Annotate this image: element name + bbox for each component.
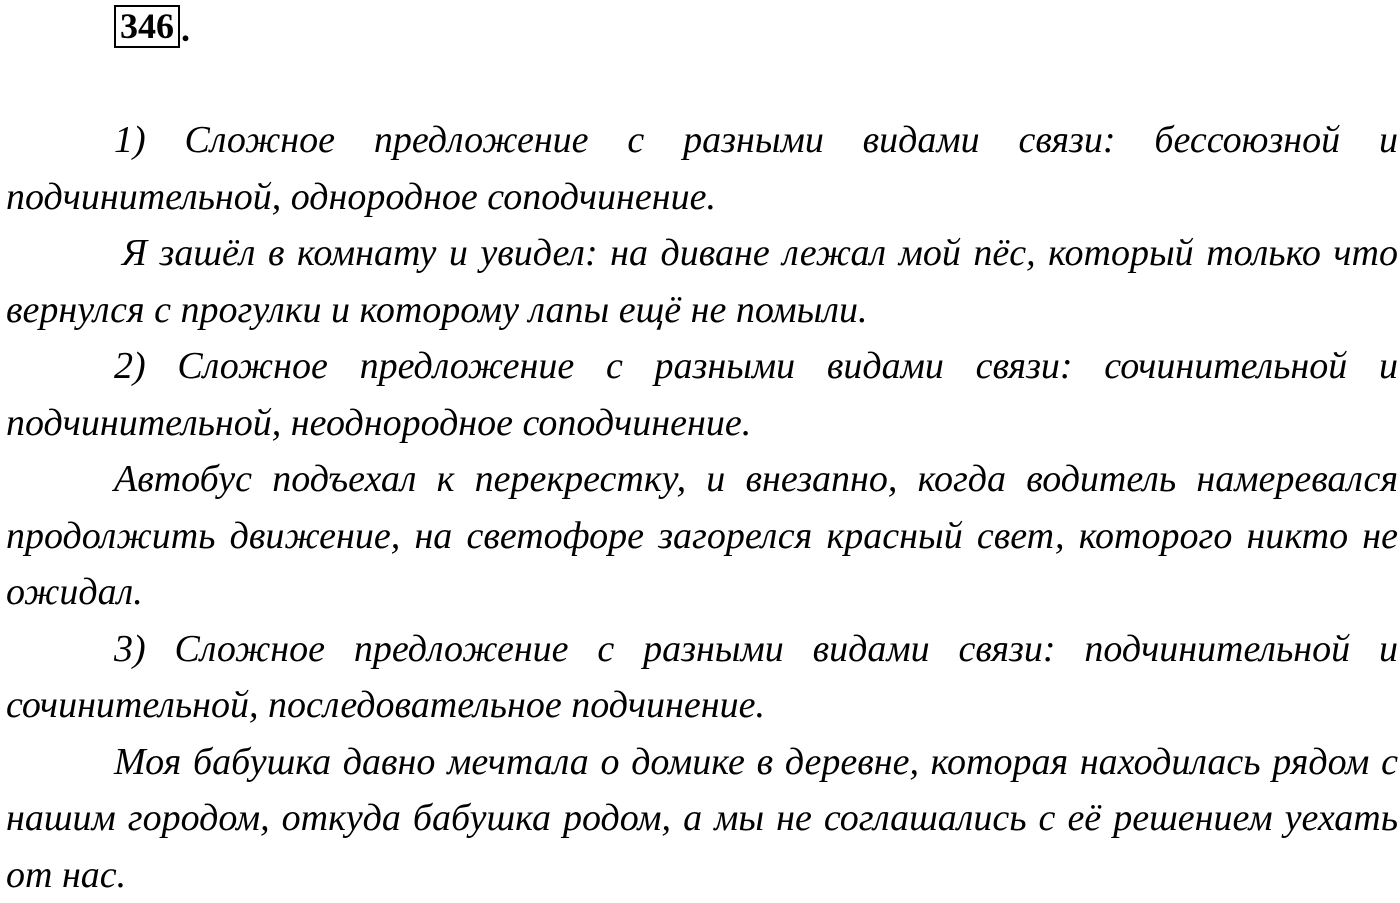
task-number <box>114 8 190 48</box>
item-2-description: 2) Сложное предложение с разными видами связи: сочинительной и подчинительной, неоднородное соподчинение. <box>6 338 1398 451</box>
item-1-example: Я зашёл в комнату и увидел: на диване лежал мой пёс, который только что вернулся с прогулки и которому лапы ещё не помыли. <box>6 225 1398 338</box>
item-1-description: 1) Сложное предложение с разными видами связи: бессоюзной и подчинительной, однородное соподчинение. <box>6 112 1398 225</box>
task-number-box: 346 <box>114 5 180 48</box>
item-2-example: Автобус подъехал к перекрестку, и внезапно, когда водитель намеревался продолжить движение, на светофоре загорелся красный свет, которого никто не ожидал. <box>6 451 1398 621</box>
item-3-description: 3) Сложное предложение с разными видами связи: подчинительной и сочинительной, последовательное подчинение. <box>6 621 1398 734</box>
task-number-dot: . <box>180 10 190 48</box>
item-3-example: Моя бабушка давно мечтала о домике в деревне, которая находилась рядом с нашим городом, откуда бабушка родом, а мы не соглашались с её решением уехать от нас. <box>6 734 1398 903</box>
answer-text <box>6 112 1398 903</box>
